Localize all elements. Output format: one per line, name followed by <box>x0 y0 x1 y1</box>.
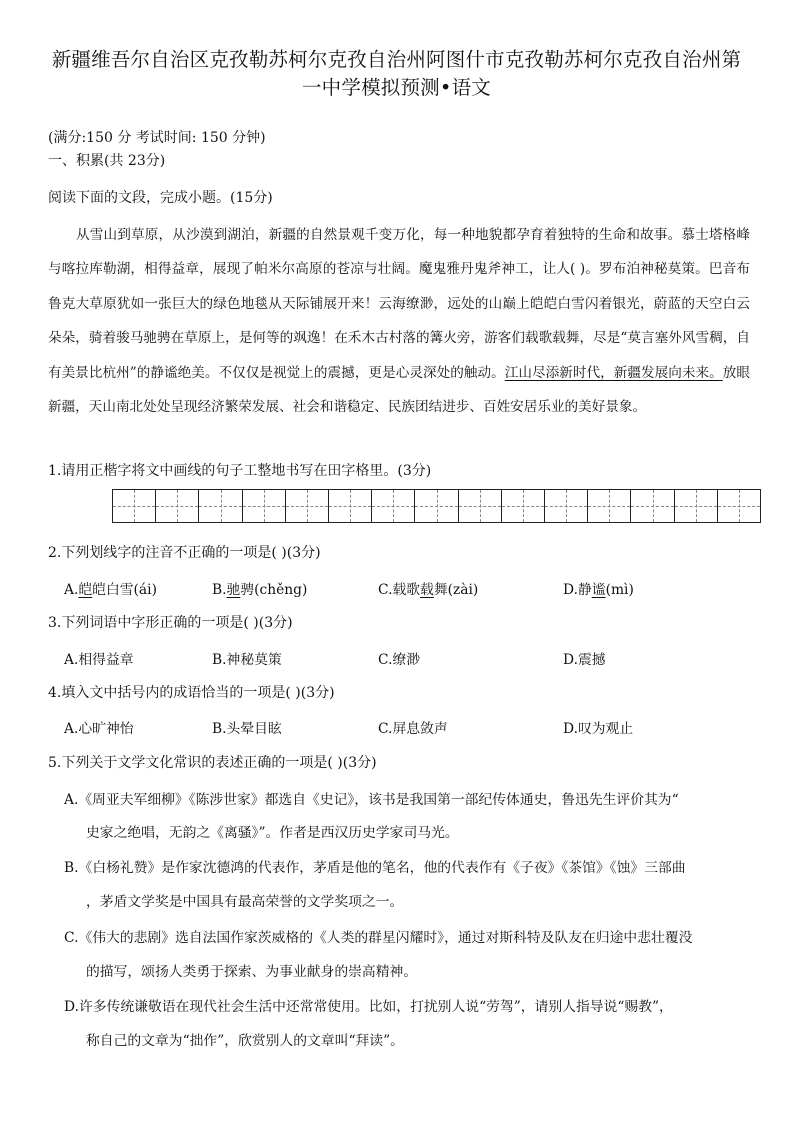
q4-option-b[interactable]: B.头晕目眩 <box>212 721 282 737</box>
q5-option-b[interactable]: B.《白杨礼赞》是作家沈德鸿的代表作，茅盾是他的笔名，他的代表作有《子夜》《茶馆》《蚀》三部曲 <box>64 860 686 876</box>
title-line-2: 一中学模拟预测•语文 <box>301 76 491 99</box>
underlined-sentence: 江山尽添新时代，新疆发展向未来。 <box>504 364 723 381</box>
grid-cell[interactable] <box>675 489 718 523</box>
q5-option-c[interactable]: C.《伟大的悲剧》选自法国作家茨威格的《人类的群星闪耀时》，通过对斯科特及队友在归途中悲壮覆没 <box>64 930 693 946</box>
grid-cell[interactable] <box>286 489 329 523</box>
page-title <box>40 46 753 102</box>
grid-cell[interactable] <box>459 489 502 523</box>
title-line-1: 新疆维吾尔自治区克孜勒苏柯尔克孜自治州阿图什市克孜勒苏柯尔克孜自治州第 <box>51 48 742 71</box>
reading-passage <box>48 218 750 424</box>
question-2-stem: 2.下列划线字的注音不正确的一项是( )(3分) <box>48 545 321 561</box>
grid-cell[interactable] <box>199 489 242 523</box>
q4-option-d[interactable]: D.叹为观止 <box>563 721 634 737</box>
q5-option-d[interactable]: D.许多传统谦敬语在现代社会生活中还常常使用。比如，打扰别人说“劳驾”，请别人指导说“赐教”， <box>64 999 673 1015</box>
q5-option-b-cont: ，茅盾文学奖是中国具有最高荣誉的文学奖项之一。 <box>86 894 404 910</box>
writing-grid[interactable] <box>112 489 761 523</box>
question-4-stem: 4.填入文中括号内的成语恰当的一项是( )(3分) <box>48 685 335 701</box>
passage-text: 从雪山到草原，从沙漠到湖泊，新疆的自然景观千变万化，每一种地貌都孕育着独特的生命和故事。慕士塔格峰与喀拉库勒湖，相得益章，展现了帕米尔高原的苍凉与壮阔。魔鬼雅丹鬼斧神工，让人( )。罗布泊神秘莫策。巴音布鲁克大草原犹如一张巨大的绿色地毯从天际铺展开来！云海缭渺，远处的山巅上皑皑白雪闪着银光，蔚蓝的天空白云朵朵，骑着骏马驰骋在草原上，是何等的飒逸！在禾木古村落的篝火旁，游客们载歌载舞，尽是“莫言塞外风雪稠，自有美景比杭州”的静谧绝美。不仅仅是视觉上的震撼，更是心灵深处的触动。 <box>48 227 750 381</box>
q4-option-c[interactable]: C.屏息敛声 <box>378 721 448 737</box>
grid-cell[interactable] <box>631 489 674 523</box>
question-5-stem: 5.下列关于文学文化常识的表述正确的一项是( )(3分) <box>48 755 377 771</box>
grid-cell[interactable] <box>243 489 286 523</box>
q2-option-b[interactable]: B.驰骋(chěng) <box>212 582 308 598</box>
grid-cell[interactable] <box>329 489 372 523</box>
grid-cell[interactable] <box>718 489 761 523</box>
passage-text-end: 放眼新疆，天山南北处处呈现经济繁荣发展、社会和谐稳定、民族团结进步、百姓安居乐业的美好景象。 <box>48 364 751 416</box>
question-1-stem: 1.请用正楷字将文中画线的句子工整地书写在田字格里。(3分) <box>48 463 432 479</box>
q5-option-a[interactable]: A.《周亚夫军细柳》《陈涉世家》都选自《史记》，该书是我国第一部纪传体通史，鲁迅先生评价其为“ <box>64 792 679 808</box>
q5-option-a-cont: 史家之绝唱，无韵之《离骚》”。作者是西汉历史学家司马光。 <box>86 825 459 841</box>
q3-option-a[interactable]: A.相得益章 <box>64 652 134 668</box>
question-3-stem: 3.下列词语中字形正确的一项是( )(3分) <box>48 615 293 631</box>
exam-info: (满分:150 分 考试时间: 150 分钟) <box>48 130 266 146</box>
q3-option-c[interactable]: C.缭渺 <box>378 652 421 668</box>
section-heading: 一、积累(共 23分) <box>48 153 166 169</box>
grid-cell[interactable] <box>372 489 415 523</box>
q2-option-a[interactable]: A.皑皑白雪(ái) <box>64 582 157 598</box>
grid-cell[interactable] <box>113 489 156 523</box>
grid-cell[interactable] <box>502 489 545 523</box>
q2-option-c[interactable]: C.载歌载舞(zài) <box>378 582 479 598</box>
reading-instruction: 阅读下面的文段，完成小题。(15分) <box>48 190 273 206</box>
q5-option-c-cont: 的描写，颂扬人类勇于探索、为事业献身的崇高精神。 <box>86 964 418 980</box>
q2-option-d[interactable]: D.静谧(mì) <box>563 582 634 598</box>
grid-cell[interactable] <box>156 489 199 523</box>
q3-option-d[interactable]: D.震撼 <box>563 652 606 668</box>
grid-cell[interactable] <box>415 489 458 523</box>
q3-option-b[interactable]: B.神秘莫策 <box>212 652 282 668</box>
q4-option-a[interactable]: A.心旷神怡 <box>64 721 134 737</box>
grid-cell[interactable] <box>545 489 588 523</box>
grid-cell[interactable] <box>588 489 631 523</box>
q5-option-d-cont: 称自己的文章为“拙作”，欣赏别人的文章叫“拜读”。 <box>86 1033 404 1049</box>
